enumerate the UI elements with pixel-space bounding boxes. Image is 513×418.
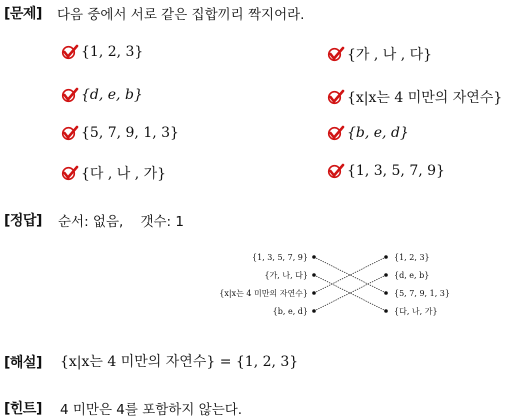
check-icon [61, 87, 79, 103]
check-icon [327, 163, 345, 179]
check-icon [61, 44, 79, 60]
option-text: {1, 3, 5, 7, 9} [347, 163, 445, 179]
matching-right-3: {5, 7, 9, 1, 3} [394, 289, 450, 298]
option-right-1[interactable] [327, 44, 432, 64]
option-text: {가 , 나 , 다} [347, 47, 433, 63]
problem-instruction: 다음 중에서 서로 같은 집합끼리 짝지어라. [57, 7, 305, 23]
hint-label: [힌트] [4, 401, 42, 417]
problem-label: [문제] [4, 6, 42, 22]
matching-right-2: {d, e, b} [394, 271, 430, 280]
option-left-2[interactable] [61, 87, 143, 103]
option-text: {b, e, d} [347, 125, 409, 141]
matching-left-2: {가, 나, 다} [264, 271, 308, 280]
check-icon [61, 125, 79, 141]
option-right-4[interactable] [327, 163, 445, 179]
option-text: {x|x는 4 미만의 자연수} [347, 90, 503, 106]
hint-text: 4 미만은 4를 포함하지 않는다. [60, 402, 243, 418]
option-text: {5, 7, 9, 1, 3} [81, 125, 179, 141]
explanation-label: [해설] [4, 355, 42, 371]
option-text: {d, e, b} [81, 87, 143, 103]
matching-left-3: {x|x는 4 미만의 자연수} [219, 289, 308, 298]
explanation-text: {x|x는 4 미만의 자연수} = {1, 2, 3} [60, 354, 299, 370]
option-text: {1, 2, 3} [81, 44, 144, 60]
check-icon [327, 46, 345, 62]
option-right-2[interactable] [327, 87, 502, 107]
check-icon [327, 125, 345, 141]
matching-diagram [0, 240, 513, 330]
option-right-3[interactable] [327, 125, 409, 141]
answer-label: [정답] [4, 213, 42, 229]
answer-text: 순서: 없음, 갯수: 1 [58, 214, 184, 230]
matching-right-1: {1, 2, 3} [394, 253, 430, 262]
option-text: {다 , 나 , 가} [81, 166, 167, 182]
check-icon [61, 165, 79, 181]
matching-left-4: {b, e, d} [272, 307, 308, 316]
option-left-1[interactable] [61, 44, 143, 60]
matching-right-4: {다, 나, 가} [394, 307, 438, 316]
check-icon [327, 89, 345, 105]
matching-left-1: {1, 3, 5, 7, 9} [252, 253, 308, 262]
option-left-4[interactable] [61, 163, 166, 183]
option-left-3[interactable] [61, 125, 179, 141]
